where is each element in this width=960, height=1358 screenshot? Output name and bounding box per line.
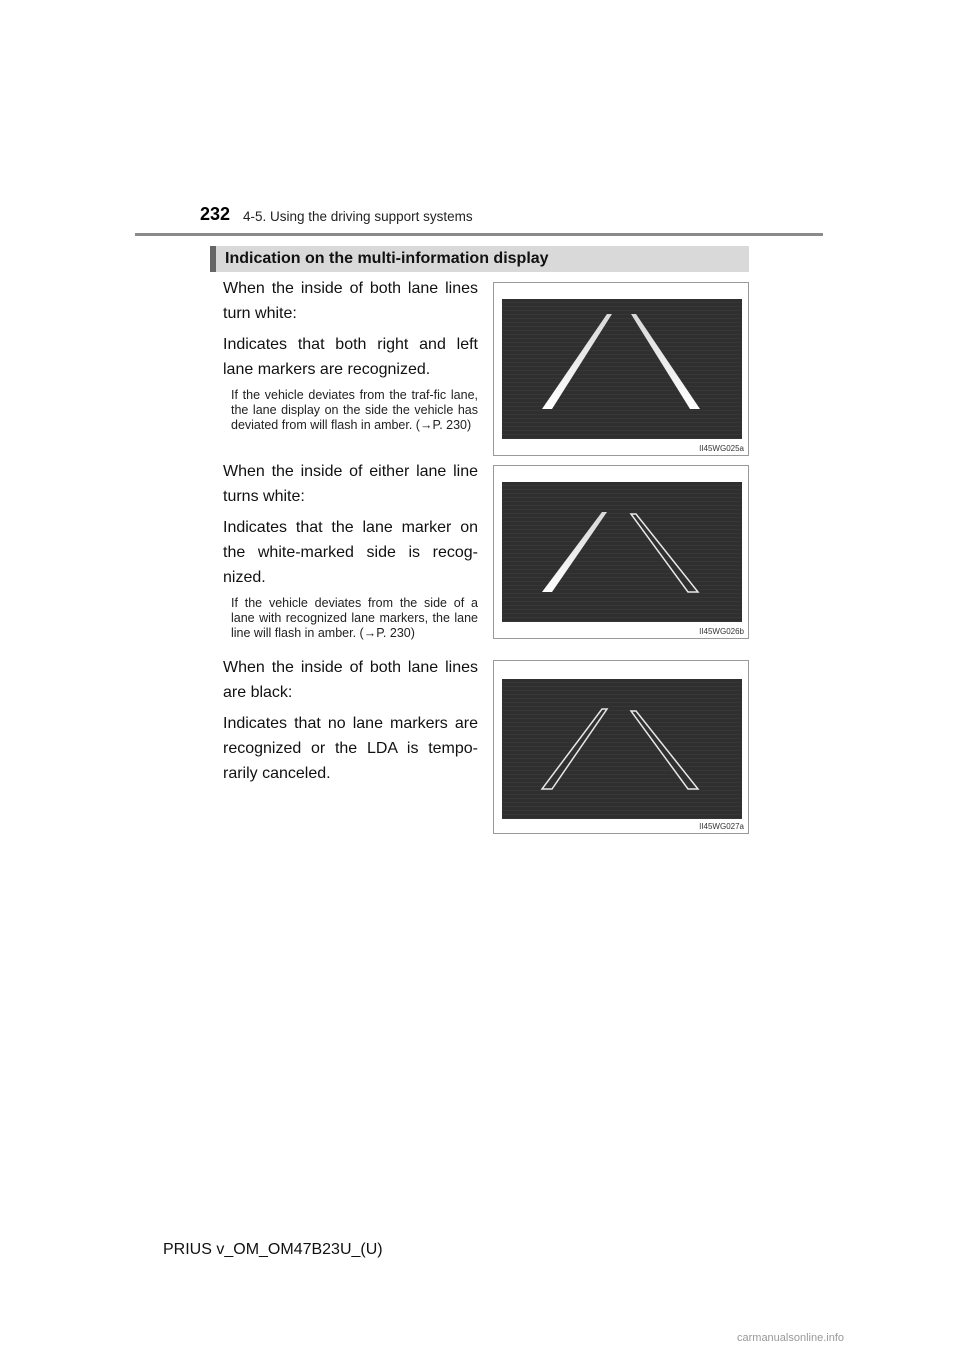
lane-lines-graphic <box>502 299 742 439</box>
document-footer: PRIUS v_OM_OM47B23U_(U) <box>163 1241 383 1258</box>
header-divider <box>135 233 823 236</box>
description-text: Indicates that the lane marker on the white-marked side is recog-nized. <box>223 519 478 586</box>
lane-state-block-one-white <box>223 459 478 641</box>
section-title: 4-5. Using the driving support systems <box>243 209 473 224</box>
lane-lines-graphic <box>502 482 742 622</box>
left-lane-line <box>542 314 612 409</box>
right-lane-line <box>631 314 700 409</box>
condition-text: When the inside of both lane lines are black: <box>223 659 478 701</box>
condition-text: When the inside of either lane line turns white: <box>223 463 478 505</box>
note-text: If the vehicle deviates from the traf-fic lane, the lane display on the side the vehicle has deviated from will flash in amber. (→P. 230) <box>231 388 478 432</box>
lane-state-block-both-white <box>223 276 478 433</box>
lane-lines-graphic <box>502 679 742 819</box>
figure-code: II45WG026b <box>699 627 744 636</box>
display-screen <box>502 482 742 622</box>
display-illustration-one-white <box>493 465 749 639</box>
condition-text: When the inside of both lane lines turn white: <box>223 280 478 322</box>
figure-code: II45WG025a <box>699 444 744 453</box>
figure-code: II45WG027a <box>699 822 744 831</box>
display-screen <box>502 679 742 819</box>
page-number: 232 <box>200 204 231 224</box>
left-lane-line <box>542 512 607 592</box>
section-heading <box>210 246 749 272</box>
watermark: carmanualsonline.info <box>737 1332 845 1344</box>
display-screen <box>502 299 742 439</box>
left-lane-line-outline <box>542 709 607 789</box>
display-illustration-both-white <box>493 282 749 456</box>
lane-state-block-both-black <box>223 655 478 792</box>
section-heading-text: Indication on the multi-information display <box>225 250 549 267</box>
right-lane-line-outline <box>631 514 698 592</box>
right-lane-line-outline <box>631 711 698 789</box>
description-text: Indicates that no lane markers are recognized or the LDA is tempo-rarily canceled. <box>223 715 478 782</box>
description-text: Indicates that both right and left lane markers are recognized. <box>223 336 478 378</box>
note-text: If the vehicle deviates from the side of a lane with recognized lane markers, the lane line will flash in amber. (→P. 230) <box>231 596 478 640</box>
display-illustration-both-black <box>493 660 749 834</box>
